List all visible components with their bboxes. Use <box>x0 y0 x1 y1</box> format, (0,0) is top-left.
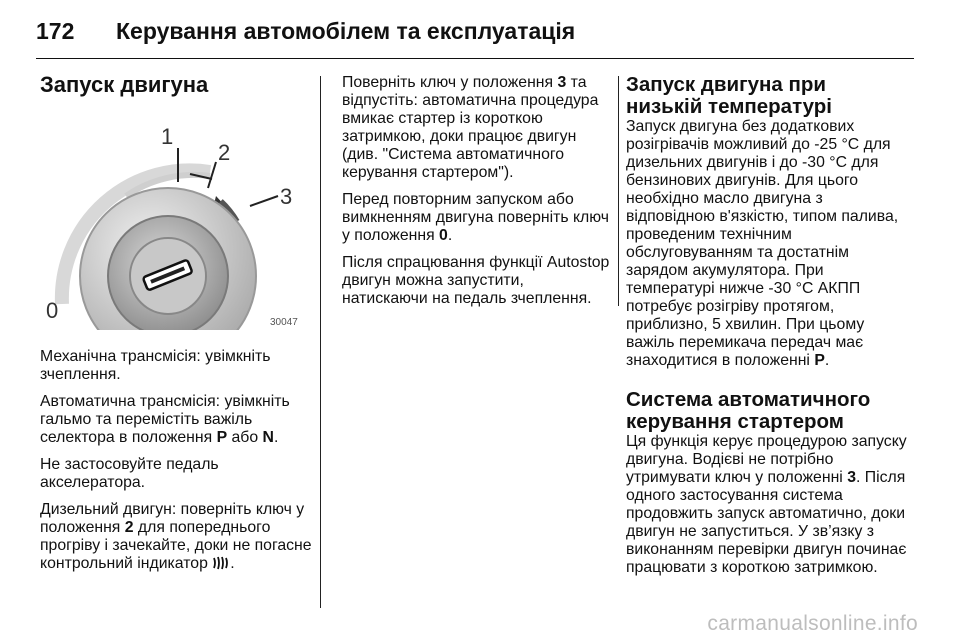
column-1 <box>40 74 312 582</box>
section-heading-engine-start: Запуск двигуна <box>40 72 209 97</box>
paragraph-manual-transmission: Механічна трансмісія: увімкніть зчеплення. <box>40 348 271 383</box>
paragraph-autostop: Після спрацювання функції Autostop двигун можна запустити, натискаючи на педаль зчеплення. <box>342 254 610 307</box>
label-position-2: 2 <box>218 140 231 165</box>
column-3 <box>626 74 908 586</box>
page-number: 172 <box>36 18 75 44</box>
paragraph-automatic-transmission: Автоматична трансмісія: увімкніть гальмо та перемістіть важіль селектора в положення P або N. <box>40 393 290 446</box>
figure-code: 30047 <box>270 317 298 328</box>
header-rule <box>36 58 914 59</box>
paragraph-starter-control: Ця функція керує процедурою запуску двигуна. Водієві не потрібно утримувати ключ у положенні 3. Після одного застосування система продовжить запуск автоматично, доки двигун не запуститься. У зв’язку з виконанням перевірки двигун починає працювати з короткою затримкою. <box>626 433 907 576</box>
ignition-switch-illustration <box>40 108 312 330</box>
label-position-3: 3 <box>280 184 293 209</box>
tick-3 <box>250 196 278 206</box>
label-position-0: 0 <box>46 298 59 323</box>
section-heading-low-temperature: Запуск двигуна при низькій температурі <box>626 73 832 118</box>
paragraph-diesel-engine: Дизельний двигун: поверніть ключ у положення 2 для попереднього прогріву і зачекайте, доки не погасне контрольний індикатор . <box>40 501 312 572</box>
watermark: carmanualsonline.info <box>707 612 918 635</box>
paragraph-restart: Перед повторним запуском або вимкненням двигуна поверніть ключ у положення 0. <box>342 191 609 244</box>
paragraph-low-temperature: Запуск двигуна без додаткових розігрівачів можливий до -25 °C для дизельних двигунів і до -30 °C для бензинових двигунів. Для цього необхідно масло двигуна з відповідною в'язкістю, типом палива, проведеним технічним обслуговуванням та достатнім зарядом акумулятора. При температурі нижче -30 °C АКПП потребує розігріву протягом, приблизно, 5 хвилин. При цьому важіль перемикача передач має знаходитися в положенні P. <box>626 118 899 369</box>
paragraph-turn-key: Поверніть ключ у положення 3 та відпустіть: автоматична процедура вмикає стартер із короткою затримкою, доки працює двигун (див. "Система автоматичного керування стартером"). <box>342 74 599 181</box>
glow-plug-icon <box>212 556 230 570</box>
column-divider-2 <box>618 76 619 306</box>
paragraph-accelerator: Не застосовуйте педаль акселератора. <box>40 456 219 491</box>
chapter-title: Керування автомобілем та експлуатація <box>116 18 576 44</box>
section-heading-starter-control: Система автоматичного керування стартером <box>626 388 871 433</box>
column-divider-1 <box>320 76 321 608</box>
ignition-figure <box>40 108 312 330</box>
column-2 <box>342 74 610 317</box>
label-position-1: 1 <box>161 124 174 149</box>
